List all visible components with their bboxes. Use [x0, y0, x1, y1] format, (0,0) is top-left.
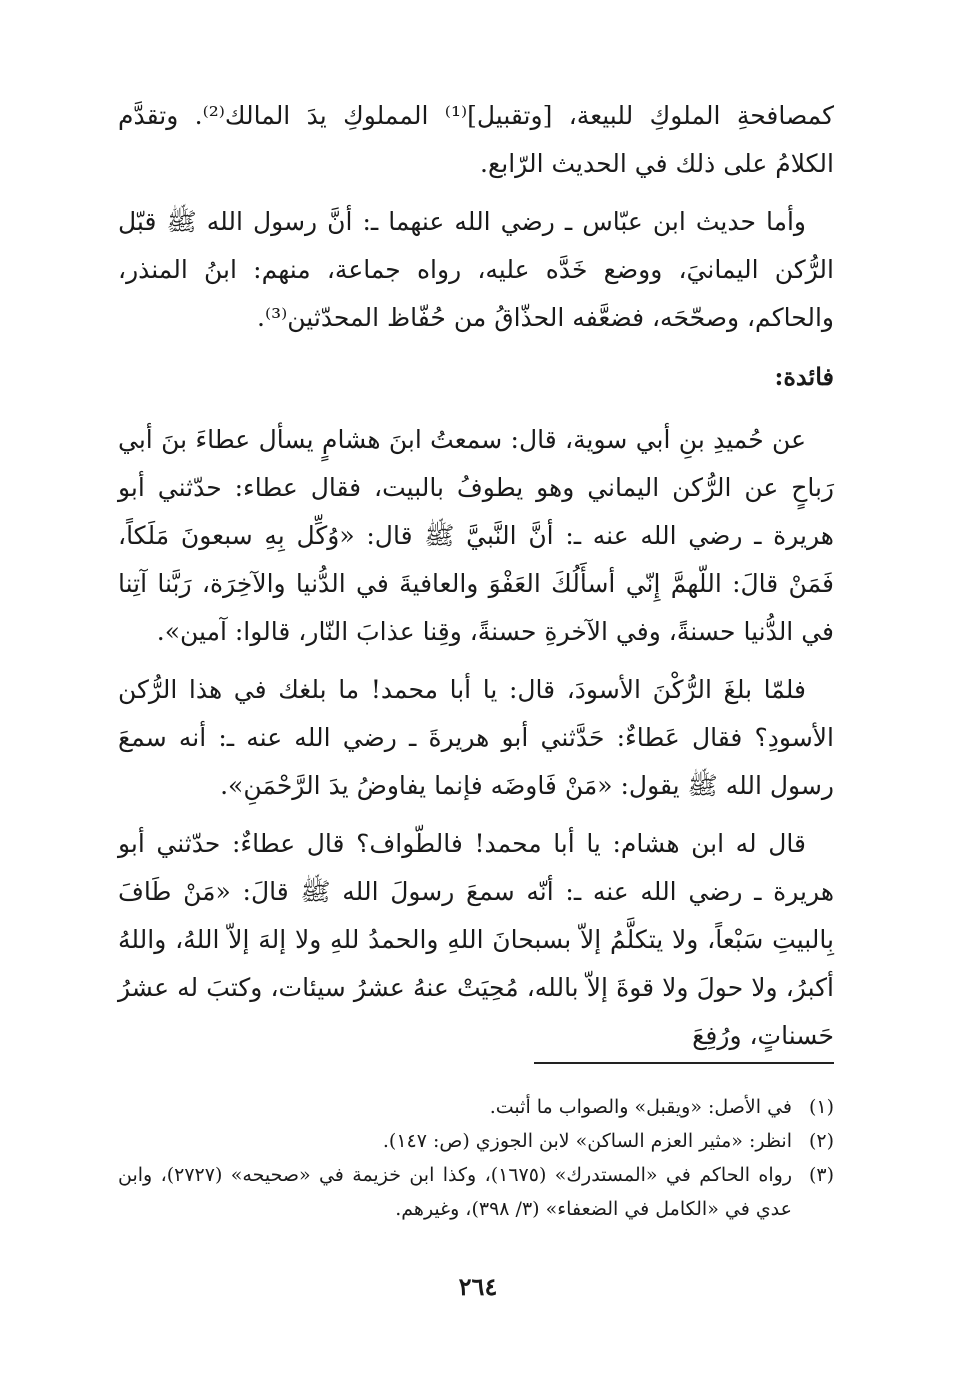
- paragraph-4: فلمّا بلغَ الرُّكْنَ الأسودَ، قال: يا أبا محمد! ما بلغك في هذا الرُّكن الأسودِ؟ فقال عَطاءٌ: حَدَّثني أبو هريرةَ ـ رضي الله عنه ـ: أنه سمعَ رسول الله ﷺ يقول: «مَنْ فَاوضَه فإنما يفاوضُ يدَ الرَّحْمَنِ».: [118, 675, 834, 800]
- footnote-2: [118, 1124, 834, 1158]
- footnote-number: (١): [808, 1096, 834, 1118]
- footnote-number: (٣): [808, 1164, 834, 1186]
- footnote-1: [118, 1090, 834, 1124]
- paragraph-5: قال له ابن هشام: يا أبا محمد! فالطّواف؟ قال عطاءٌ: حدّثني أبو هريرة ـ رضي الله عنه ـ: أنّه سمعَ رسولَ الله ﷺ قالَ: «مَنْ طَافَ بِالبيتِ سَبْعاً، ولا يتكلَّمُ إلاّ بسبحانَ اللهِ والحمدُ للهِ ولا إلهَ إلاّ اللهُ، واللهُ أكبرُ، ولا حولَ ولا قوةَ إلاّ بالله، مُحِيَتْ عنهُ عشرُ سيئات، وكتبَ له عشرُ حَسناتٍ، ورُفِعَ: [118, 829, 834, 1050]
- footnote-text: في الأصل: «ويقبل» والصواب ما أثبت.: [489, 1096, 792, 1118]
- paragraph-1: كمصافحةِ الملوكِ للبيعة، [وتقبيل]⁽¹⁾ المملوكِ يدَ المالك⁽²⁾. وتقدَّم الكلامُ على ذلك في الحديث الرّابع.: [118, 101, 834, 178]
- footnote-text: رواه الحاكم في «المستدرك» (١٦٧٥)، وكذا ابن خزيمة في «صحيحه» (٢٧٢٧)، وابن عدي في «الكامل في الضعفاء» (٣/ ٣٩٨)، وغيرهم.: [118, 1164, 792, 1220]
- footnote-3: [118, 1158, 834, 1226]
- footnotes: [118, 1090, 834, 1226]
- paragraph-3: عن حُميدِ بنِ أبي سوية، قال: سمعتُ ابنَ هشامٍ يسأل عطاءَ بنَ أبي رَباحٍ عن الرُّكن اليماني وهو يطوفُ بالبيت، فقال عطاء: حدّثني أبو هريرة ـ رضي الله عنه ـ: أنَّ النَّبيَّ ﷺ قال: «وُكِّل بِهِ سبعونَ مَلَكاً، فَمَنْ قالَ: اللّهمَّ إِنّي أسأَلُكَ العَفْوَ والعافيةَ في الدُّنيا والآخِرَة، رَبَّنا آتِنا في الدُّنيا حسنةً، وفي الآخرةِ حسنةً، وقِنا عذابَ النّار، قالوا: آمين».: [118, 425, 834, 646]
- footnote-text: انظر: «مثير العزم الساكن» لابن الجوزي (ص: ١٤٧).: [382, 1130, 792, 1152]
- main-text: [118, 92, 834, 1070]
- paragraph-2: وأما حديث ابن عبّاس ـ رضي الله عنهما ـ: أنَّ رسول الله ﷺ قبّل الرُّكن اليمانيَ، ووضع خَدَّه عليه، رواه جماعة، منهم: ابنُ المنذر، والحاكم، وصحّحَه، فضعَّفه الحذّاقُ من حُفّاظ المحدّثين⁽³⁾.: [118, 207, 834, 332]
- page-number: ٢٦٤: [458, 1272, 498, 1301]
- footnote-separator: [534, 1062, 834, 1064]
- footnote-number: (٢): [808, 1130, 834, 1152]
- section-heading: فائدة:: [774, 362, 834, 391]
